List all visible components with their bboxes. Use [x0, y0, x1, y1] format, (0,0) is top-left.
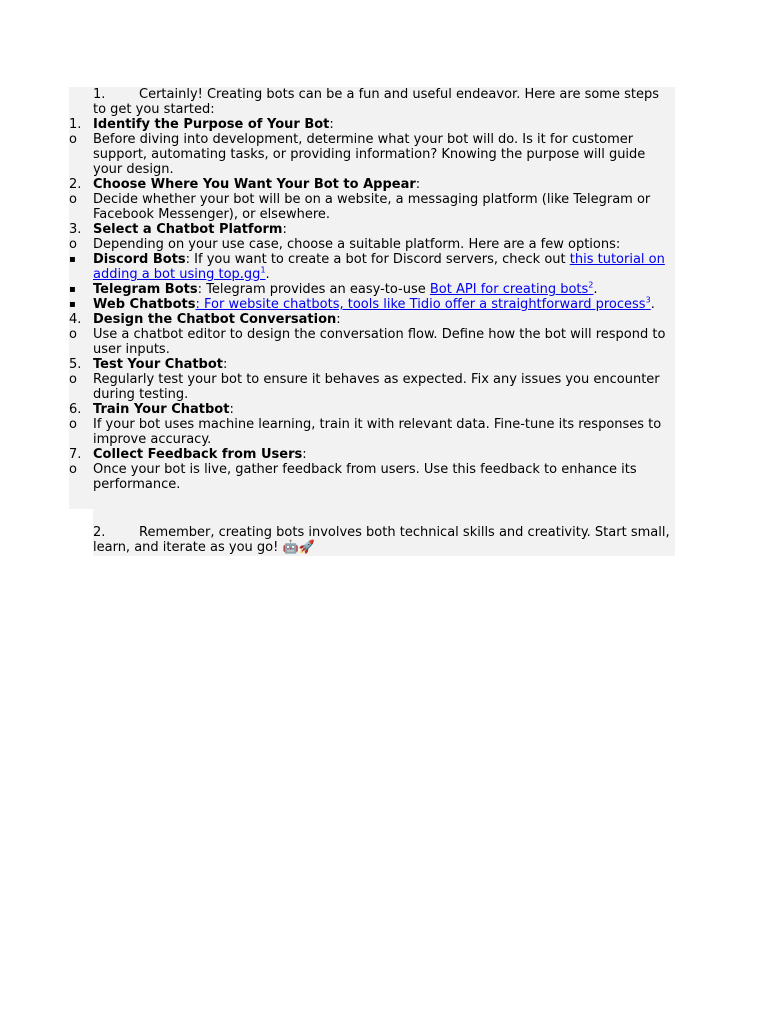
step-number: 2.	[69, 177, 82, 192]
step-detail	[69, 237, 675, 252]
footnote-ref: 2	[588, 280, 594, 290]
sub-marker: o	[69, 372, 77, 387]
bullet-marker: ▪	[69, 284, 76, 295]
sub-marker: o	[69, 462, 77, 477]
sub-marker: o	[69, 237, 77, 252]
step-number: 7.	[69, 447, 82, 462]
step-title: Choose Where You Want Your Bot to Appear	[93, 177, 416, 192]
step-detail-text: Regularly test your bot to ensure it behaves as expected. Fix any issues you encounter during testing.	[93, 372, 660, 402]
step-detail	[69, 327, 675, 357]
link-text: Bot API for creating bots	[429, 282, 589, 297]
platform-name: Telegram Bots	[93, 282, 198, 297]
step-detail-text: If your bot uses machine learning, train it with relevant data. Fine-tune its responses to improve accuracy.	[93, 417, 662, 447]
intro-text: Certainly! Creating bots can be a fun and useful endeavor. Here are some steps to get you started:	[93, 87, 659, 117]
step-number: 5.	[69, 357, 82, 372]
closing-paragraph	[69, 525, 675, 555]
closing-text: Remember, creating bots involves both technical skills and creativity. Start small, learn, and iterate as you go! 🤖🚀	[93, 525, 670, 555]
step-detail-text: Once your bot is live, gather feedback from users. Use this feedback to enhance its performance.	[93, 462, 637, 492]
step-item	[69, 312, 675, 327]
step-item	[69, 402, 675, 417]
step-colon: :	[229, 402, 234, 417]
step-colon: :	[329, 117, 334, 132]
closing-number: 2.	[93, 525, 106, 540]
step-title: Train Your Chatbot	[93, 402, 230, 417]
step-detail-text: Decide whether your bot will be on a website, a messaging platform (like Telegram or Facebook Messenger), or elsewhere.	[93, 192, 651, 222]
sub-marker: o	[69, 192, 77, 207]
step-colon: :	[415, 177, 421, 192]
platform-item-web	[69, 297, 675, 312]
main-content	[69, 87, 675, 492]
link-text: this tutorial on adding a bot using top.gg	[93, 252, 665, 282]
platform-end: .	[265, 267, 270, 282]
step-item	[69, 357, 675, 372]
step-detail	[69, 192, 675, 222]
step-number: 4.	[69, 312, 82, 327]
sub-marker: o	[69, 132, 77, 147]
platform-item-discord	[69, 252, 675, 282]
step-colon: :	[336, 312, 341, 327]
platform-name: Web Chatbots	[93, 297, 196, 312]
platform-text: : Telegram provides an easy-to-use	[197, 282, 430, 297]
step-colon: :	[302, 447, 307, 462]
step-detail	[69, 462, 675, 492]
intro-paragraph	[69, 87, 675, 117]
step-detail-text: Before diving into development, determine what your bot will do. Is it for customer support, automating tasks, or providing information? Knowing the purpose will guide your design.	[93, 132, 646, 177]
step-title: Design the Chatbot Conversation	[93, 312, 337, 327]
step-detail-text: Depending on your use case, choose a suitable platform. Here are a few options:	[93, 237, 621, 252]
tidio-process-link[interactable]	[196, 297, 651, 312]
step-number: 1.	[69, 117, 82, 132]
step-detail-text: Use a chatbot editor to design the conversation flow. Define how the bot will respond to user inputs.	[93, 327, 666, 357]
step-item	[69, 447, 675, 462]
platform-end: .	[650, 297, 655, 312]
step-detail	[69, 417, 675, 447]
sub-marker: o	[69, 327, 77, 342]
step-number: 6.	[69, 402, 82, 417]
step-colon: :	[223, 357, 228, 372]
platform-item-telegram	[69, 282, 675, 297]
step-item	[69, 177, 675, 192]
platform-name: Discord Bots	[93, 252, 186, 267]
sub-marker: o	[69, 417, 77, 432]
step-item	[69, 222, 675, 237]
step-detail	[69, 372, 675, 402]
bullet-marker: ▪	[69, 299, 76, 310]
platform-end: .	[593, 282, 598, 297]
intro-number: 1.	[93, 87, 106, 102]
closing-block	[69, 525, 675, 555]
bullet-marker: ▪	[69, 254, 76, 265]
step-colon: :	[282, 222, 287, 237]
footnote-ref: 1	[260, 265, 266, 275]
step-title: Test Your Chatbot	[93, 357, 224, 372]
step-title: Collect Feedback from Users	[93, 447, 303, 462]
step-title: Select a Chatbot Platform	[93, 222, 283, 237]
footnote-ref: 3	[645, 295, 651, 305]
step-detail	[69, 132, 675, 177]
step-item	[69, 117, 675, 132]
step-title: Identify the Purpose of Your Bot	[93, 117, 330, 132]
platform-text: : If you want to create a bot for Discord servers, check out	[185, 252, 570, 267]
link-text: : For website chatbots, tools like Tidio offer a straightforward process	[195, 297, 646, 312]
step-number: 3.	[69, 222, 82, 237]
telegram-bot-api-link[interactable]	[430, 282, 593, 297]
